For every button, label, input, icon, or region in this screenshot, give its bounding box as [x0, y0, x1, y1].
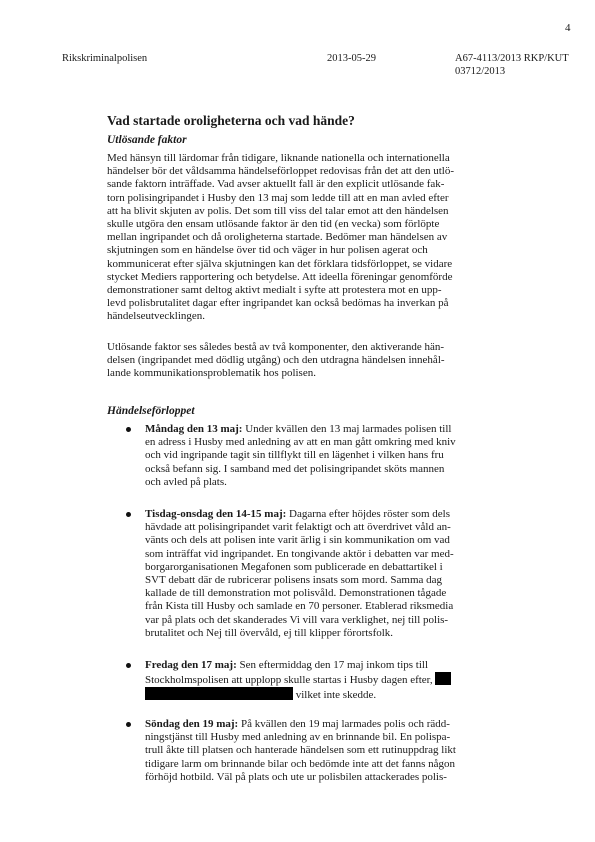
text-line: händelseutvecklingen.: [107, 310, 206, 323]
text-line: levd polisbrutalitet dagar efter ingripandet kan också bedömas ha inverkan på: [107, 297, 449, 310]
text-line: som inträffat vid ingripandet. En tongivande aktör i debatten var med-: [145, 547, 454, 560]
header-ref-line2: 03712/2013: [455, 65, 506, 77]
text-segment: vilket inte skedde.: [293, 689, 377, 702]
redaction-block: [435, 672, 451, 685]
paragraph-trigger-summary: [107, 341, 507, 381]
text-line: torn polisingripandet i Husby den 13 maj som ledde till att en man avled efter: [107, 191, 449, 204]
text-line: en adress i Husby med anledning av att en man gått omkring med kniv: [145, 436, 456, 449]
bullet-item-friday: [145, 659, 507, 703]
text-line: och avled på plats.: [145, 475, 227, 488]
header-ref-line1: A67-4113/2013 RKP/KUT: [455, 53, 569, 64]
text-line: Utlösande faktor ses således bestå av två komponenter, den aktiverande hän-: [107, 341, 445, 353]
bullet-lead: Tisdag-onsdag den 14-15 maj:: [145, 508, 287, 520]
bullet-dot-icon: [126, 512, 131, 517]
bullet-item-monday: [145, 423, 507, 489]
bullet-first-line: [145, 508, 507, 521]
bullet-first-line: [145, 423, 507, 436]
bullet-text: Under kvällen den 13 maj larmades polisen till: [242, 423, 452, 435]
text-line: tidigare larm om brinnande bilar och bedömde inte att det fanns någon: [145, 757, 456, 770]
text-line: Med hänsyn till lärdomar från tidigare, liknande nationella och internationella: [107, 152, 450, 164]
text-line: kommunicerat efter själva skjutningen kan det förklara tidsförloppet, se vidare: [107, 257, 453, 270]
header-reference: [455, 53, 569, 78]
text-line: brutalitet och Nej till övervåld, ej till klipper förortsfolk.: [145, 626, 394, 639]
bullet-lead: Fredag den 17 maj:: [145, 659, 237, 671]
redaction-block: [145, 687, 293, 700]
bullet-first-line: [145, 718, 507, 731]
text-line: demonstrationer samt deltog aktivt medialt i syfte att protestera mot en upp-: [107, 284, 442, 297]
bullet-text: Sen eftermiddag den 17 maj inkom tips till: [236, 659, 429, 671]
text-line: vänts och dels att polisen inte varit ärlig i sin kommunikation om vad: [145, 534, 450, 547]
text-line: händelser bör det våldsamma händelseförloppet redovisas från det att den utlö-: [107, 165, 454, 178]
text-line: att ha blivit skjuten av polis. Det som till viss del talar emot att den händelsen: [107, 204, 449, 217]
text-line: och vid ingripande tagit sin tillflykt till en lägenhet i vilken hans fru: [145, 449, 444, 462]
text-line: sande faktorn inträffade. Vad avser aktuellt fall är den explicit utlösande fak-: [107, 178, 445, 191]
text-line: kallade de till demonstration mot polisvåld. Demonstrationen tågade: [145, 587, 447, 600]
header-date: 2013-05-29: [327, 53, 376, 64]
bullet-dot-icon: [126, 427, 131, 432]
page-title: Vad startade oroligheterna och vad hände?: [107, 113, 355, 128]
text-line: var på plats och det skanderades Vi vill vara verklighet, nej till polis-: [145, 613, 449, 626]
paragraph-trigger: [107, 152, 507, 324]
text-line: förhöjd hotbild. Väl på plats och ute ur polisbilen attackerades polis-: [145, 770, 447, 783]
text-line: trull åkte till platsen och hanterade händelsen som ett rutinuppdrag likt: [145, 744, 456, 757]
text-line: SVT debatt där de rubricerar polisens insats som mord. Samma dag: [145, 574, 443, 587]
header-org: Rikskriminalpolisen: [62, 53, 148, 64]
text-line: [145, 672, 507, 687]
text-line: lande kommunikationsproblematik hos polisen.: [107, 367, 316, 380]
bullet-dot-icon: [126, 663, 131, 668]
text-segment: Stockholmspolisen att upplopp skulle startas i Husby dagen efter,: [145, 674, 433, 687]
bullet-lead: Söndag den 19 maj:: [145, 718, 239, 730]
text-line: [145, 687, 507, 702]
text-line: delsen (ingripandet med dödlig utgång) och den utdragna händelsen innehål-: [107, 354, 445, 367]
bullet-text: Dagarna efter höjdes röster som dels: [286, 508, 451, 520]
page-number: 4: [565, 22, 571, 34]
bullet-dot-icon: [126, 722, 131, 727]
text-line: från Kista till Husby och samlade en 70 personer. Etablerad riksmedia: [145, 600, 454, 613]
text-line: borgarorganisationen Megafonen som publicerade en debattartikel i: [145, 560, 443, 573]
text-line: ningstjänst till Husby med anledning av en brinnande bil. En polispa-: [145, 731, 451, 744]
text-line: skulle utgöra den ensam utlösande faktor är den tid (en vecka) som förlöpte: [107, 218, 440, 231]
section-heading-trigger: Utlösande faktor: [107, 134, 187, 146]
text-line: också befann sig. I samband med det polisingripandet sköts mannen: [145, 462, 445, 475]
text-line: stycket Mediers rapportering och betydelse. Att ideella föreningar genomförde: [107, 270, 453, 283]
bullet-item-sunday: [145, 718, 507, 784]
bullet-text: På kvällen den 19 maj larmades polis och rädd-: [238, 718, 450, 730]
text-line: hävdade att polisingripandet varit felaktigt och att överdrivet våld an-: [145, 521, 451, 534]
section-heading-events: Händelseförloppet: [107, 405, 195, 417]
bullet-first-line: [145, 659, 507, 672]
bullet-lead: Måndag den 13 maj:: [145, 423, 243, 435]
text-line: skjutningen som en händelse över tid och väger in hur polisen agerat och: [107, 244, 428, 257]
text-line: mellan ingripandet och då oroligheterna startade. Bedömer man händelsen av: [107, 231, 448, 244]
bullet-item-tuesday: [145, 508, 507, 640]
